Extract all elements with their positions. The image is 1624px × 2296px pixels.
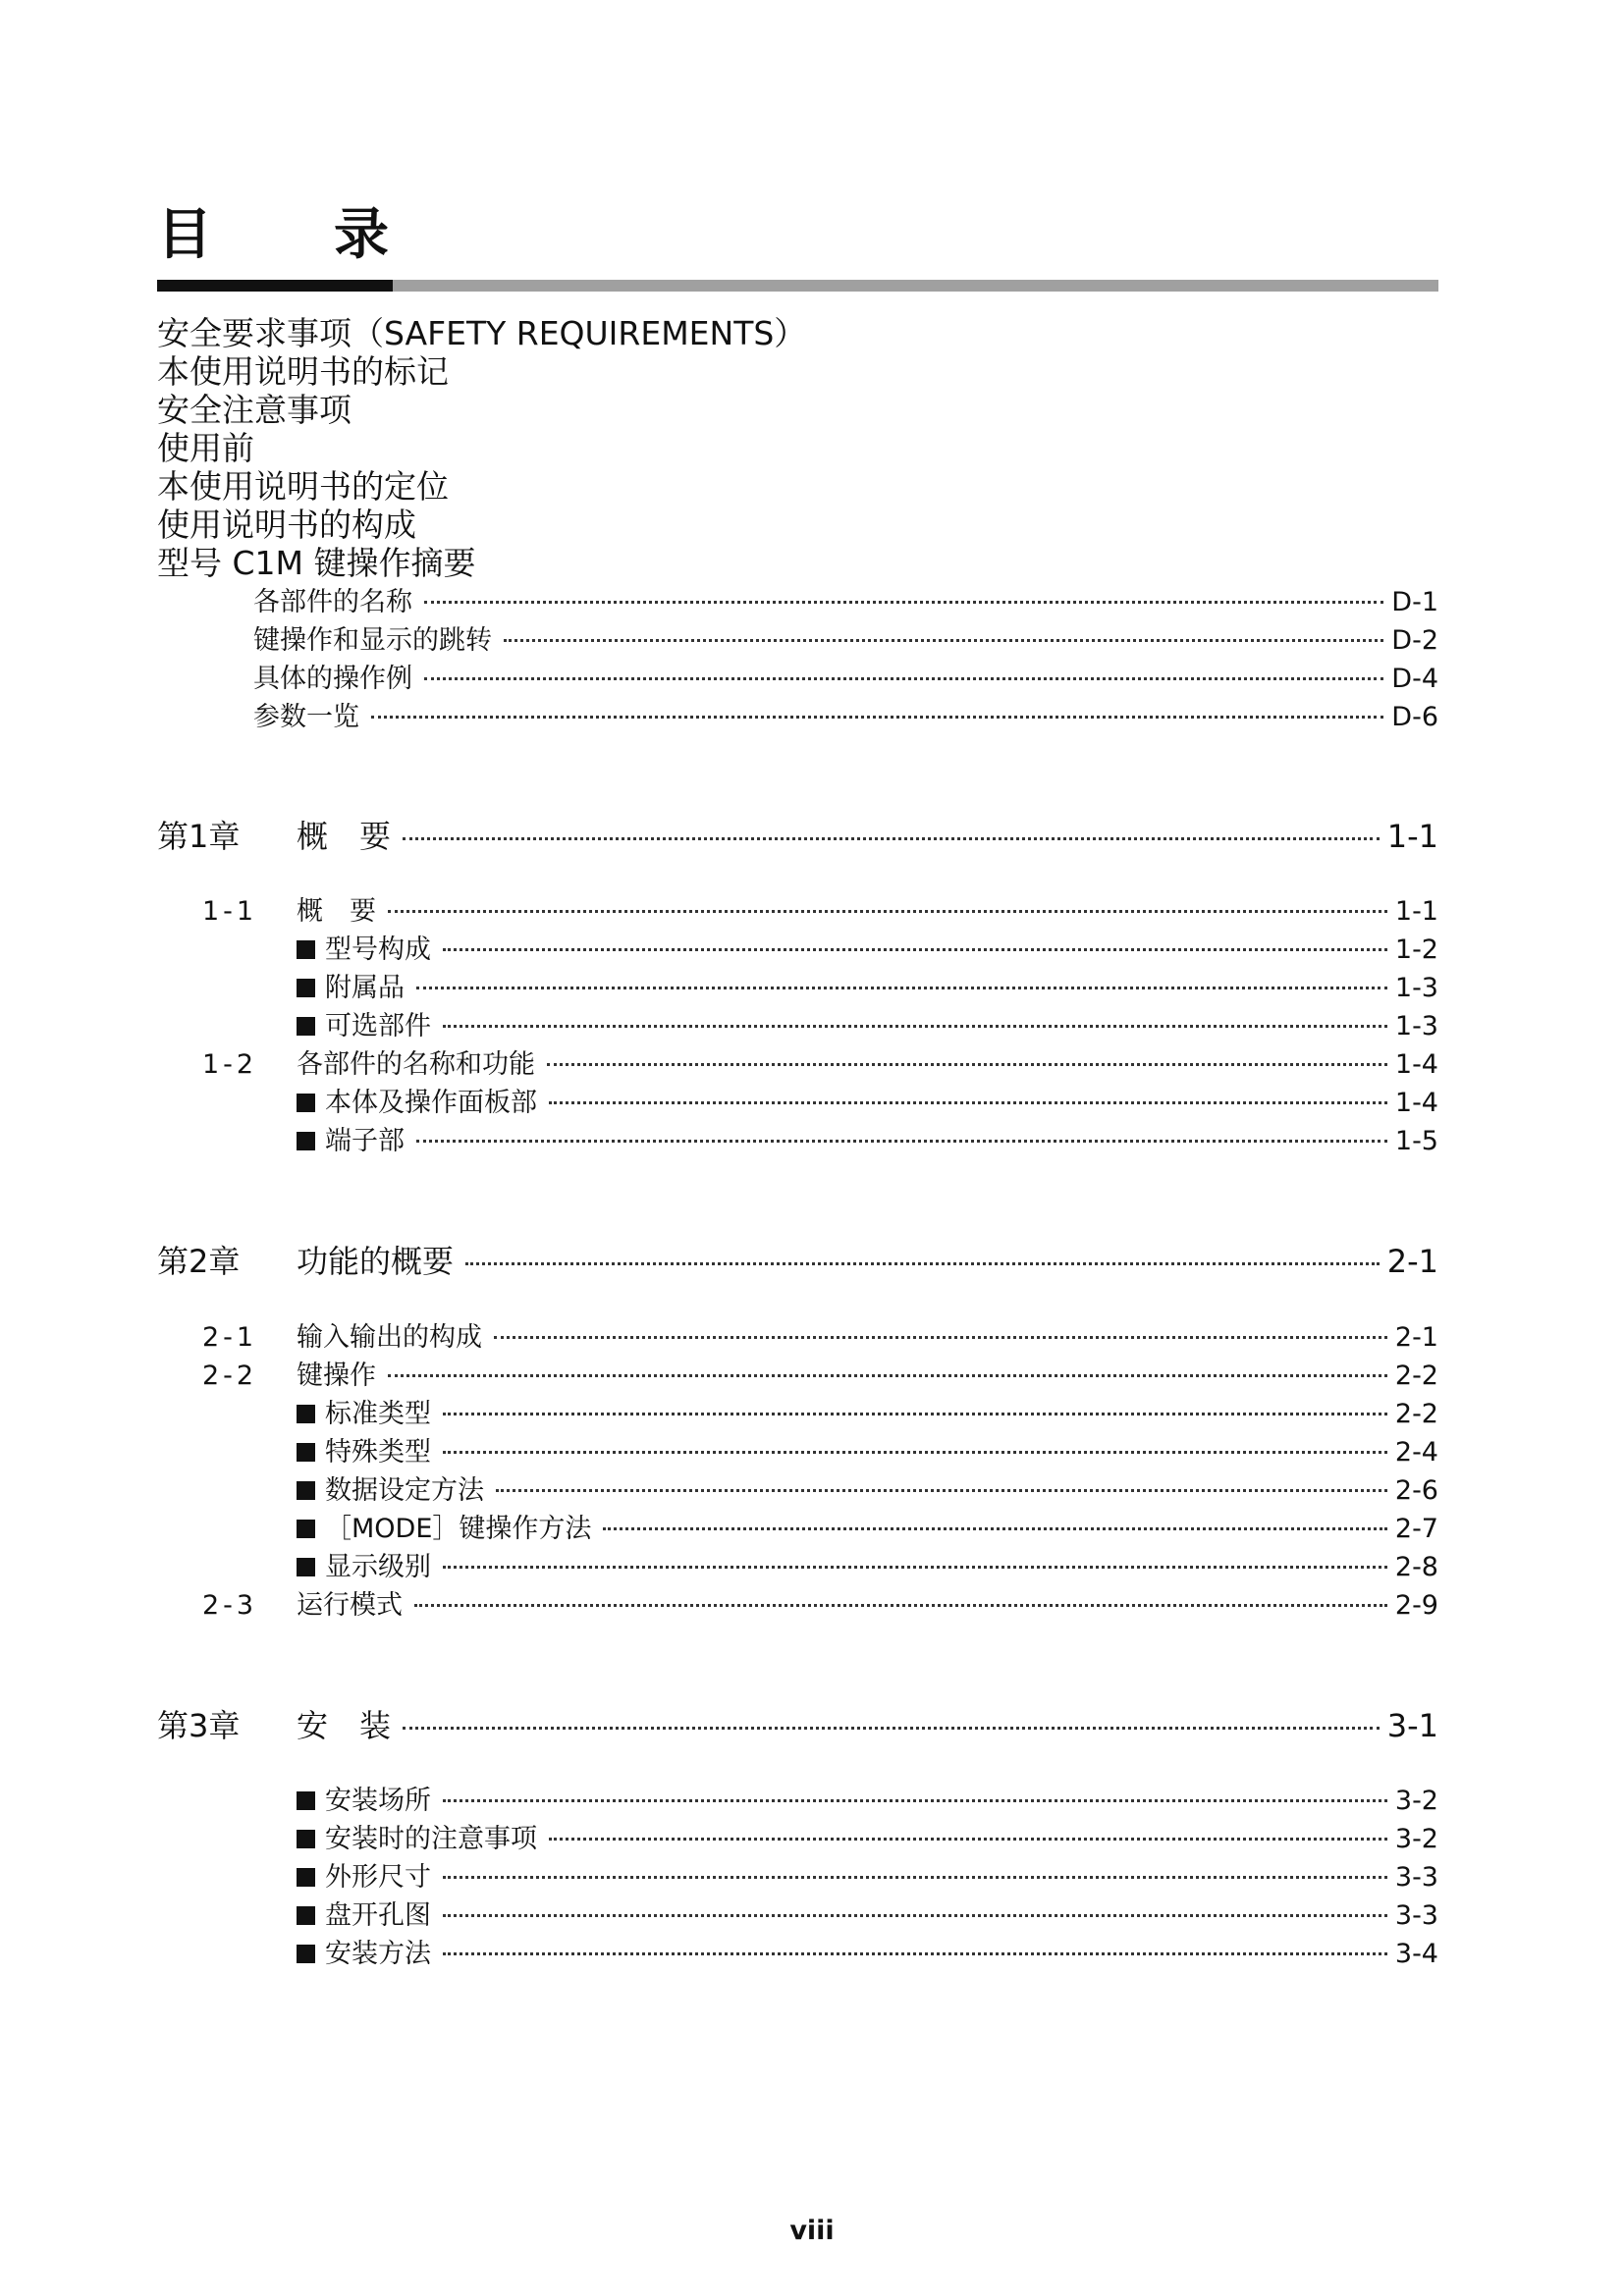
toc-entry-label: 外形尺寸 <box>325 1862 431 1893</box>
toc-entry-label: 特殊类型 <box>325 1437 431 1468</box>
title-rule-accent <box>157 280 393 292</box>
toc-entry[interactable] <box>297 1823 1438 1856</box>
toc-entry[interactable] <box>297 1938 1438 1971</box>
toc-entry-page: 1-2 <box>1394 934 1438 965</box>
dot-leader <box>494 1336 1387 1339</box>
toc-entry-page: 3-2 <box>1394 1786 1438 1816</box>
chapter-3-heading[interactable] <box>297 1706 1438 1745</box>
toc-entry[interactable] <box>253 663 1438 696</box>
toc-entry-page: 3-3 <box>1394 1862 1438 1893</box>
dot-leader <box>388 1374 1387 1377</box>
dot-leader <box>371 716 1383 719</box>
toc-entry-label: 端子部 <box>325 1126 405 1156</box>
toc-entry-page: D-4 <box>1391 664 1438 694</box>
toc-entry-label: 安装场所 <box>325 1786 431 1816</box>
square-bullet-icon <box>297 1558 315 1576</box>
toc-entry[interactable] <box>297 1589 1438 1623</box>
toc-entry[interactable] <box>297 1321 1438 1355</box>
section-number: 2-1 <box>202 1322 258 1353</box>
square-bullet-icon <box>297 940 315 959</box>
dot-leader <box>443 1451 1387 1454</box>
dot-leader <box>414 1604 1387 1607</box>
square-bullet-icon <box>297 1405 315 1423</box>
chapter-2-number: 第2章 <box>157 1243 241 1280</box>
chapter-title: 功能的概要 <box>297 1243 455 1280</box>
toc-entry[interactable] <box>297 1785 1438 1818</box>
toc-entry-label: ［MODE］键操作方法 <box>325 1514 592 1544</box>
toc-entry-label: 型号构成 <box>325 934 431 965</box>
toc-entry-label: 各部件的名称 <box>253 587 412 617</box>
toc-entry-label: 数据设定方法 <box>325 1475 484 1506</box>
dot-leader <box>549 1838 1387 1841</box>
square-bullet-icon <box>297 1945 315 1963</box>
toc-entry[interactable] <box>297 1899 1438 1933</box>
dot-leader <box>403 837 1380 840</box>
toc-entry-page: 2-7 <box>1394 1514 1438 1544</box>
title-rule <box>157 280 1438 292</box>
chapter-page: 1-1 <box>1386 818 1438 855</box>
toc-entry-label: 各部件的名称和功能 <box>297 1049 535 1080</box>
toc-entry-page: 1-3 <box>1394 1011 1438 1041</box>
toc-entry-label: 标准类型 <box>325 1399 431 1429</box>
toc-entry[interactable] <box>253 624 1438 658</box>
toc-entry-page: 3-4 <box>1394 1939 1438 1969</box>
square-bullet-icon <box>297 1830 315 1848</box>
toc-entry-label: 盘开孔图 <box>325 1900 431 1931</box>
dot-leader <box>496 1489 1387 1492</box>
toc-entry-page: 3-3 <box>1394 1900 1438 1931</box>
dot-leader <box>443 1025 1387 1028</box>
front-item-manual-positioning[interactable]: 本使用说明书的定位 <box>157 467 449 506</box>
dot-leader <box>549 1101 1387 1104</box>
chapter-1-heading[interactable] <box>297 817 1438 856</box>
toc-entry-page: 2-1 <box>1394 1322 1438 1353</box>
dot-leader <box>424 601 1383 604</box>
toc-entry-label: 运行模式 <box>297 1590 403 1621</box>
toc-entry-label: 安装方法 <box>325 1939 431 1969</box>
dot-leader <box>416 987 1387 989</box>
chapter-page: 2-1 <box>1386 1243 1438 1280</box>
toc-entry[interactable] <box>297 1360 1438 1393</box>
toc-entry-label: 输入输出的构成 <box>297 1322 482 1353</box>
section-number: 2-3 <box>202 1590 258 1621</box>
toc-entry-label: 键操作和显示的跳转 <box>253 625 492 656</box>
toc-entry-label: 显示级别 <box>325 1552 431 1582</box>
toc-entry-page: 2-6 <box>1394 1475 1438 1506</box>
dot-leader <box>443 1914 1387 1917</box>
toc-entry[interactable] <box>297 1513 1438 1546</box>
square-bullet-icon <box>297 1132 315 1150</box>
toc-entry-label: 概 要 <box>297 896 376 927</box>
dot-leader <box>424 677 1383 680</box>
front-item-before-use[interactable]: 使用前 <box>157 429 254 467</box>
square-bullet-icon <box>297 1791 315 1810</box>
square-bullet-icon <box>297 1481 315 1500</box>
chapter-3-number: 第3章 <box>157 1707 241 1744</box>
front-item-manual-structure[interactable]: 使用说明书的构成 <box>157 506 416 544</box>
toc-entry-page: 2-2 <box>1394 1361 1438 1391</box>
dot-leader <box>443 1799 1387 1802</box>
dot-leader <box>416 1140 1387 1143</box>
square-bullet-icon <box>297 1906 315 1925</box>
toc-entry-page: 3-2 <box>1394 1824 1438 1854</box>
toc-entry[interactable] <box>297 1087 1438 1120</box>
dot-leader <box>443 948 1387 951</box>
toc-entry-page: D-6 <box>1391 702 1438 732</box>
toc-entry-page: 2-9 <box>1394 1590 1438 1621</box>
square-bullet-icon <box>297 979 315 997</box>
section-number: 1-1 <box>202 896 258 927</box>
toc-entry-label: 键操作 <box>297 1361 376 1391</box>
front-item-safety-requirements[interactable]: 安全要求事项（SAFETY REQUIREMENTS） <box>157 314 807 352</box>
dot-leader <box>403 1727 1380 1730</box>
toc-entry[interactable] <box>297 1474 1438 1508</box>
toc-entry[interactable] <box>297 1048 1438 1082</box>
section-number: 1-2 <box>202 1049 258 1080</box>
toc-entry[interactable] <box>253 586 1438 619</box>
toc-entry[interactable] <box>297 1125 1438 1158</box>
toc-entry[interactable] <box>297 1551 1438 1584</box>
chapter-page: 3-1 <box>1386 1707 1438 1744</box>
toc-entry-page: 2-8 <box>1394 1552 1438 1582</box>
toc-entry-page: 1-4 <box>1394 1088 1438 1118</box>
toc-entry-page: 2-4 <box>1394 1437 1438 1468</box>
toc-entry-page: 2-2 <box>1394 1399 1438 1429</box>
dot-leader <box>443 1413 1387 1415</box>
toc-entry-label: 参数一览 <box>253 702 359 732</box>
section-number: 2-2 <box>202 1361 258 1391</box>
dot-leader <box>443 1952 1387 1955</box>
toc-entry[interactable] <box>297 1398 1438 1431</box>
square-bullet-icon <box>297 1017 315 1036</box>
toc-entry-page: 1-4 <box>1394 1049 1438 1080</box>
front-item-safety-precautions[interactable]: 安全注意事项 <box>157 391 352 429</box>
toc-entry-label: 具体的操作例 <box>253 664 412 694</box>
page-number: viii <box>789 2216 835 2246</box>
toc-entry-page: 1-3 <box>1394 973 1438 1003</box>
toc-entry-page: D-1 <box>1391 587 1438 617</box>
square-bullet-icon <box>297 1443 315 1462</box>
toc-entry-page: D-2 <box>1391 625 1438 656</box>
dot-leader <box>504 639 1383 642</box>
dot-leader <box>443 1566 1387 1569</box>
toc-entry[interactable] <box>297 1861 1438 1895</box>
dot-leader <box>547 1063 1387 1066</box>
dot-leader <box>443 1876 1387 1879</box>
toc-entry-label: 附属品 <box>325 973 405 1003</box>
toc-entry-page: 1-1 <box>1394 896 1438 927</box>
toc-entry-label: 可选部件 <box>325 1011 431 1041</box>
toc-entry-page: 1-5 <box>1394 1126 1438 1156</box>
toc-entry[interactable] <box>297 1436 1438 1469</box>
dot-leader <box>603 1527 1386 1530</box>
front-item-manual-notation[interactable]: 本使用说明书的标记 <box>157 352 449 391</box>
chapter-2-heading[interactable] <box>297 1242 1438 1281</box>
chapter-1-number: 第1章 <box>157 818 241 855</box>
front-item-key-operation-summary[interactable]: 型号 C1M 键操作摘要 <box>157 544 476 582</box>
page-title: 目 录 <box>157 203 422 267</box>
dot-leader <box>465 1262 1380 1265</box>
dot-leader <box>388 910 1387 913</box>
toc-entry-label: 安装时的注意事项 <box>325 1824 537 1854</box>
toc-entry[interactable] <box>297 972 1438 1005</box>
toc-entry[interactable] <box>297 1010 1438 1043</box>
square-bullet-icon <box>297 1520 315 1538</box>
square-bullet-icon <box>297 1868 315 1887</box>
square-bullet-icon <box>297 1094 315 1112</box>
toc-entry[interactable] <box>297 895 1438 929</box>
toc-entry[interactable] <box>253 701 1438 734</box>
chapter-title: 安 装 <box>297 1707 392 1744</box>
toc-entry[interactable] <box>297 934 1438 967</box>
toc-entry-label: 本体及操作面板部 <box>325 1088 537 1118</box>
chapter-title: 概 要 <box>297 818 392 855</box>
